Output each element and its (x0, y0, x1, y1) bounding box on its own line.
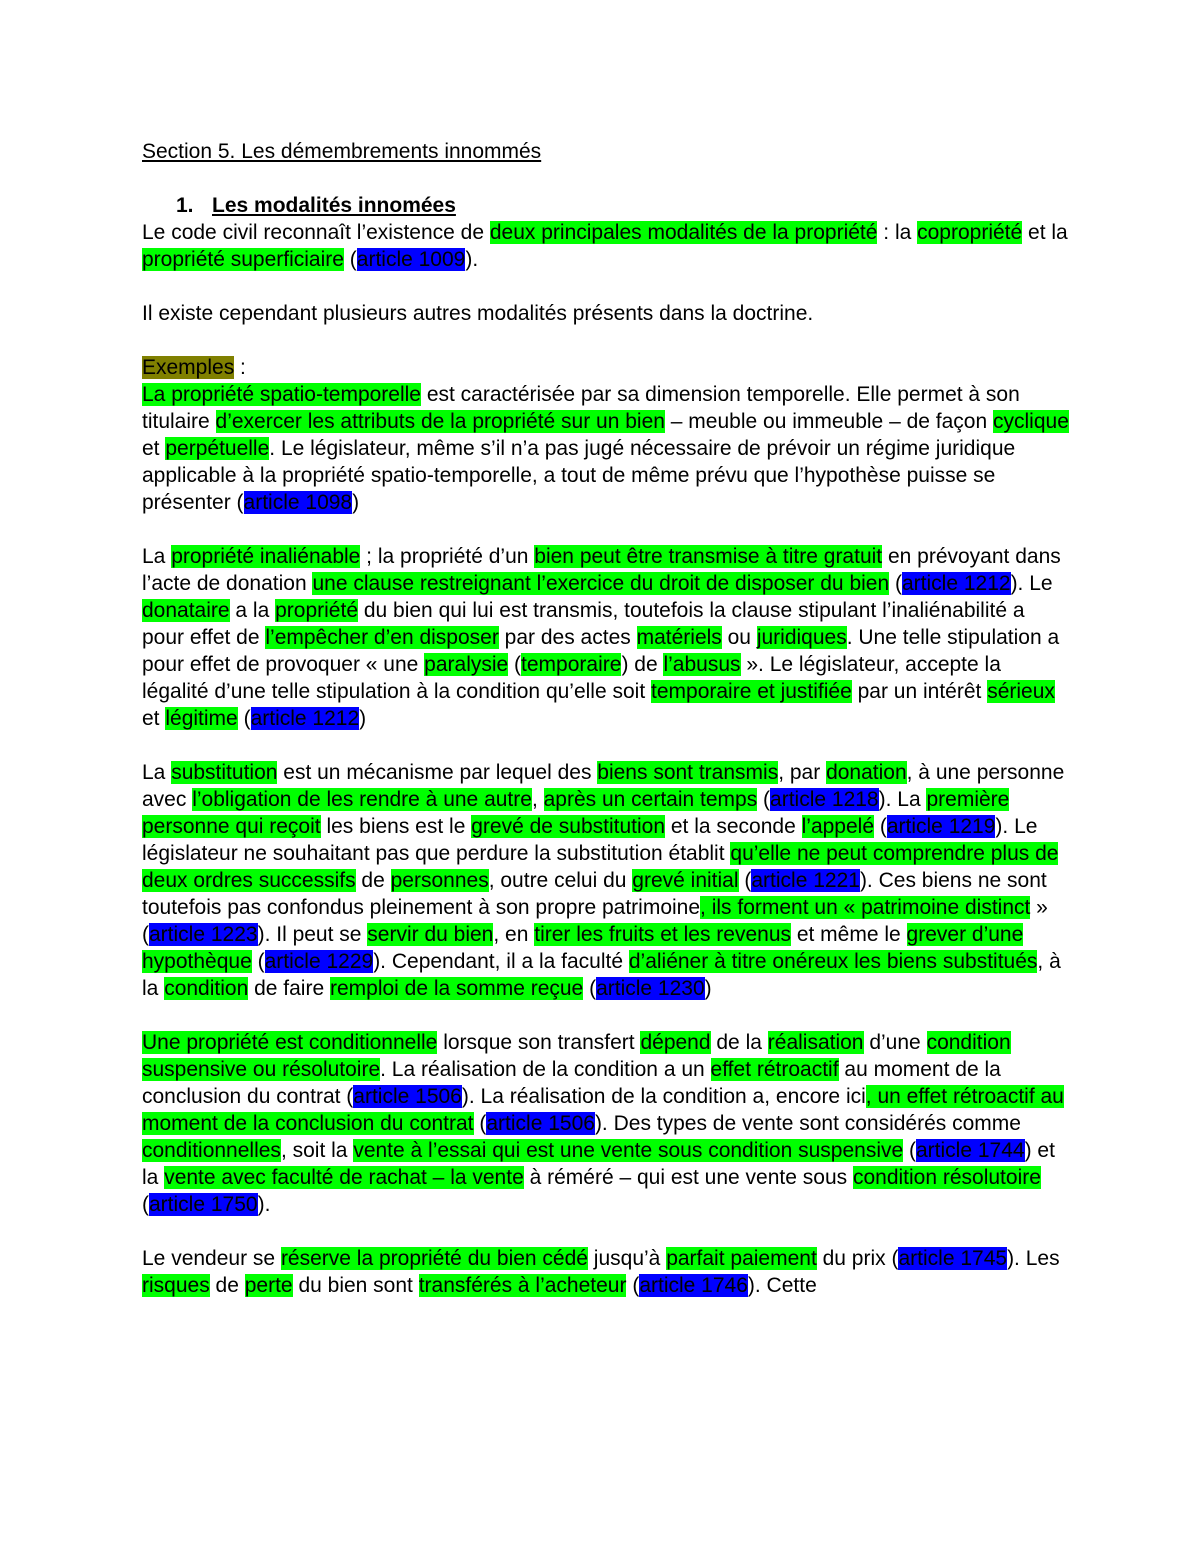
text-run: du prix ( (816, 1247, 899, 1270)
highlighted-text: l’abusus (663, 653, 741, 676)
highlighted-text: après un certain temps (543, 788, 758, 811)
text-run: , à une personne avec (142, 761, 1065, 811)
text-run: du bien sont (292, 1274, 419, 1297)
highlighted-text: , un effet rétroactif au moment de la conclusion du contrat (142, 1085, 1064, 1135)
text-run: ) (359, 707, 367, 730)
text-run: , à la (142, 950, 1061, 1000)
highlighted-text: juridiques (756, 626, 847, 649)
text-run: du bien qui lui est transmis, toutefois la clause stipulant l’inaliénabilité a pour effet de (142, 599, 1025, 649)
highlighted-text: matériels (636, 626, 722, 649)
text-run: ). Il peut se (257, 923, 368, 946)
heading-text: Les modalités innomées (212, 194, 456, 217)
text-run: ( (508, 653, 522, 676)
spacer (142, 1002, 1072, 1029)
text-run: ; la propriété d’un (360, 545, 535, 568)
article-reference: article 1212 (901, 572, 1011, 595)
text-run: au moment de la conclusion du contrat ( (142, 1058, 1001, 1108)
text-run: Le code civil reconnaît l’existence de (142, 221, 490, 244)
highlighted-text: vente avec faculté de rachat – la vente (164, 1166, 524, 1189)
text-run: , soit la (280, 1139, 354, 1162)
spacer (142, 1218, 1072, 1245)
text-run: de faire (248, 977, 330, 1000)
paragraph-4 (142, 543, 1072, 732)
text-run: est caractérisée par sa dimension temporelle. Elle permet à son titulaire (142, 383, 1020, 433)
text-run: ou (721, 626, 757, 649)
highlighted-text: temporaire (521, 653, 622, 676)
document-page (142, 138, 1072, 1299)
article-reference: article 1218 (770, 788, 879, 811)
text-run: ( (583, 977, 597, 1000)
text-run: ( (343, 248, 357, 271)
text-run: ( (237, 707, 251, 730)
highlighted-text: condition suspensive ou résolutoire (142, 1031, 1011, 1081)
highlighted-text: donataire (142, 599, 230, 622)
text-run: ( (142, 1193, 149, 1216)
text-run: ) (352, 491, 360, 514)
text-run: ). Des types de vente sont considérés comme (594, 1112, 1021, 1135)
highlighted-text: l’appelé (801, 815, 875, 838)
article-reference: article 1009 (356, 248, 466, 271)
text-run: ). (465, 248, 479, 271)
text-run: , (531, 788, 544, 811)
highlighted-text: grever d’une hypothèque (142, 923, 1024, 973)
text-run: . Une telle stipulation a pour effet de provoquer « une (142, 626, 1060, 676)
text-run: par un intérêt (851, 680, 988, 703)
highlighted-text: propriété (275, 599, 358, 622)
highlighted-text: temporaire et justifiée (651, 680, 852, 703)
text-run: – meuble ou immeuble – de façon (664, 410, 993, 433)
text-run: ( (874, 815, 887, 838)
paragraph-1 (142, 219, 1072, 273)
body-paragraphs (142, 219, 1072, 1299)
paragraph-6 (142, 1029, 1072, 1218)
text-run: Il existe cependant plusieurs autres modalités présents dans la doctrine. (142, 302, 814, 325)
text-run: ). (257, 1193, 271, 1216)
text-run: ). Ces biens ne sont toutefois pas confondus pleinement à son propre patrimoine (142, 869, 1047, 919)
text-run: jusqu’à (587, 1247, 667, 1270)
text-run: : (234, 356, 246, 379)
text-run: ) et la (142, 1139, 1055, 1189)
paragraph-3 (142, 354, 1072, 516)
highlighted-text: grevé de substitution (471, 815, 666, 838)
text-run: ). Le législateur ne souhaitant pas que perdure la substitution établit (142, 815, 1038, 865)
highlighted-text: , ils forment un « patrimoine distinct (700, 896, 1031, 919)
spacer (142, 327, 1072, 354)
paragraph-7 (142, 1245, 1072, 1299)
highlighted-text: d’exercer les attributs de la propriété sur un bien (215, 410, 665, 433)
article-reference: article 1223 (149, 923, 258, 946)
text-run: ) de (621, 653, 664, 676)
text-run: de (355, 869, 391, 892)
text-run: ( (889, 572, 902, 595)
highlighted-text: grevé initial (632, 869, 739, 892)
article-reference: article 1229 (264, 950, 374, 973)
highlighted-text: l’empêcher d’en disposer (265, 626, 499, 649)
highlighted-text: propriété superficiaire (142, 248, 344, 271)
text-run: à réméré – qui est une vente sous (523, 1166, 853, 1189)
text-run: ». Le législateur, accepte la légalité d’une telle stipulation à la condition qu’elle soit (142, 653, 1001, 703)
highlighted-text: parfait paiement (666, 1247, 817, 1270)
text-run: d’une (863, 1031, 927, 1054)
text-run: ). Les (1007, 1247, 1060, 1270)
text-run: les biens est le (320, 815, 472, 838)
article-reference: article 1221 (751, 869, 860, 892)
article-reference: article 1506 (353, 1085, 462, 1108)
text-run: . La réalisation de la condition a un (380, 1058, 711, 1081)
spacer (142, 732, 1072, 759)
highlighted-text: réserve la propriété du bien cédé (280, 1247, 588, 1270)
text-run: ( (738, 869, 752, 892)
spacer (142, 273, 1072, 300)
highlighted-text: substitution (171, 761, 278, 784)
text-run: ). La (878, 788, 927, 811)
text-run: » ( (142, 896, 1048, 946)
highlighted-text: copropriété (917, 221, 1023, 244)
text-run: de la (710, 1031, 768, 1054)
highlighted-text: perpétuelle (165, 437, 270, 460)
text-run: : la (877, 221, 918, 244)
text-run: et la (1022, 221, 1068, 244)
text-run: ). Cette (747, 1274, 817, 1297)
highlighted-text: propriété inaliénable (171, 545, 361, 568)
highlighted-text: risques (142, 1274, 210, 1297)
highlighted-text: effet rétroactif (710, 1058, 839, 1081)
text-run: ( (251, 950, 265, 973)
article-reference: article 1744 (916, 1139, 1025, 1162)
text-run: et (142, 707, 166, 730)
heading (176, 192, 1072, 219)
article-reference: article 1745 (898, 1247, 1008, 1270)
article-reference: article 1750 (149, 1193, 258, 1216)
highlighted-text: dépend (640, 1031, 711, 1054)
highlighted-text: bien peut être transmise à titre gratuit (534, 545, 883, 568)
text-run: ( (473, 1112, 487, 1135)
highlighted-text: condition résolutoire (852, 1166, 1041, 1189)
text-run: La (142, 545, 172, 568)
highlighted-text: transférés à l’acheteur (418, 1274, 627, 1297)
text-run: ) (704, 977, 712, 1000)
text-run: est un mécanisme par lequel des (277, 761, 598, 784)
highlighted-text: donation (826, 761, 907, 784)
highlighted-text: condition (164, 977, 249, 1000)
highlighted-text: vente à l’essai qui est une vente sous condition suspensive (353, 1139, 904, 1162)
highlighted-text: réalisation (767, 1031, 864, 1054)
text-run: ( (757, 788, 771, 811)
paragraph-2 (142, 300, 1072, 327)
article-reference: article 1212 (250, 707, 360, 730)
article-reference: article 1746 (639, 1274, 748, 1297)
text-run: La (142, 761, 172, 784)
text-run: en prévoyant dans l’acte de donation (142, 545, 1061, 595)
text-run: a la (229, 599, 276, 622)
highlighted-text: deux principales modalités de la propriété (489, 221, 878, 244)
highlighted-text: paralysie (424, 653, 509, 676)
highlighted-text: personnes (390, 869, 489, 892)
highlighted-text: qu’elle ne peut comprendre plus de deux ordres successifs (142, 842, 1059, 892)
text-run: lorsque son transfert (437, 1031, 641, 1054)
text-run: . Le législateur, même s’il n’a pas jugé nécessaire de prévoir un régime juridique applicable à la propriété spatio-temporelle, a tout de même prévu que l’hypothèse puisse se présenter ( (142, 437, 1016, 514)
text-run: par des actes (498, 626, 637, 649)
spacer (142, 165, 1072, 192)
text-run: ( (626, 1274, 640, 1297)
highlighted-text: Une propriété est conditionnelle (142, 1031, 438, 1054)
highlighted-text: conditionnelles (142, 1139, 281, 1162)
highlighted-text: tirer les fruits et les revenus (534, 923, 791, 946)
highlighted-text: une clause restreignant l’exercice du droit de disposer du bien (312, 572, 890, 595)
article-reference: article 1506 (486, 1112, 595, 1135)
heading-number: 1. (176, 194, 194, 217)
highlighted-text: La propriété spatio-temporelle (142, 383, 421, 406)
highlighted-text: perte (244, 1274, 293, 1297)
paragraph-5 (142, 759, 1072, 1002)
highlighted-text: sérieux (987, 680, 1055, 703)
text-run: et même le (791, 923, 907, 946)
text-run: et (142, 437, 166, 460)
article-reference: article 1219 (886, 815, 996, 838)
text-run: , par (778, 761, 827, 784)
text-run: ). Le (1010, 572, 1053, 595)
text-run: Le vendeur se (142, 1247, 281, 1270)
spacer (142, 516, 1072, 543)
highlighted-text: première personne qui reçoit (142, 788, 1010, 838)
highlighted-text: remploi de la somme reçue (329, 977, 584, 1000)
text-run: , en (493, 923, 535, 946)
text-run: de (209, 1274, 245, 1297)
highlighted-text: biens sont transmis (597, 761, 779, 784)
highlighted-text: cyclique (993, 410, 1069, 433)
text-run: ). La réalisation de la condition a, encore ici (461, 1085, 866, 1108)
section-title: Section 5. Les démembrements innommés (142, 140, 542, 163)
article-reference: article 1098 (243, 491, 353, 514)
text-run: et la seconde (665, 815, 802, 838)
examples-label: Exemples (142, 356, 235, 379)
article-reference: article 1230 (596, 977, 705, 1000)
highlighted-text: d’aliéner à titre onéreux les biens substitués (628, 950, 1038, 973)
text-run: ). Cependant, il a la faculté (373, 950, 629, 973)
highlighted-text: servir du bien (367, 923, 494, 946)
text-run: ( (903, 1139, 916, 1162)
text-run: , outre celui du (488, 869, 633, 892)
highlighted-text: légitime (165, 707, 238, 730)
highlighted-text: l’obligation de les rendre à une autre (192, 788, 532, 811)
